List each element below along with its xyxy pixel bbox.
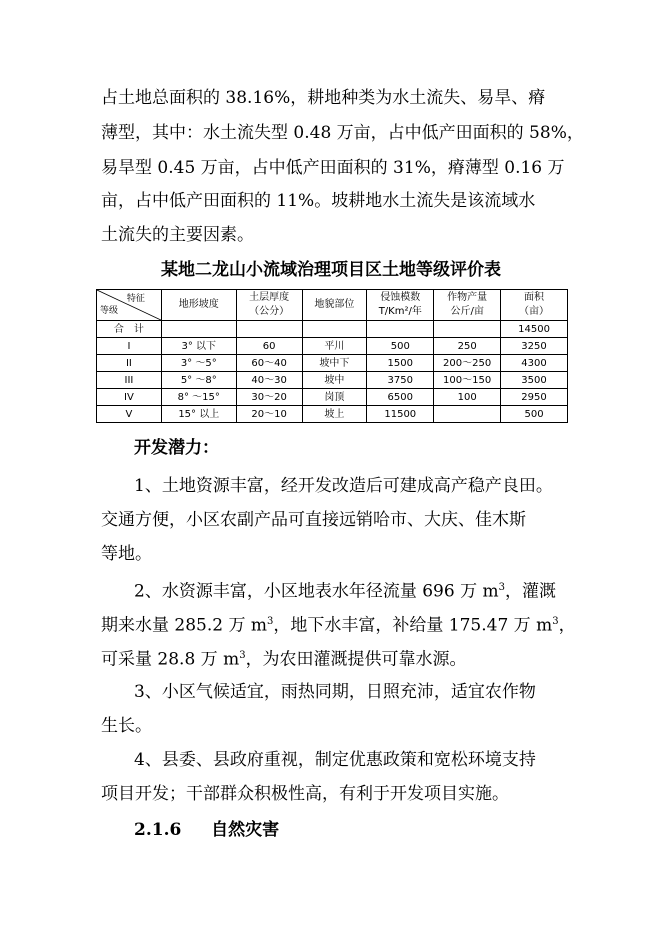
potential-item-3-line-2: 生长。 — [101, 716, 152, 736]
header-position: 地貌部位 — [302, 290, 367, 321]
slope-cell: 8° ～15° — [161, 389, 236, 406]
corner-label-grade: 等级 — [100, 306, 119, 316]
position-cell: 坡中 — [302, 372, 367, 389]
section-title: 自然灾害 — [211, 820, 280, 840]
area-cell: 3500 — [501, 372, 568, 389]
grade-cell: V — [97, 406, 162, 423]
potential-item-1-line-3: 等地。 — [101, 544, 152, 564]
slope-cell: 3° 以下 — [161, 338, 236, 355]
grade-cell: II — [97, 355, 162, 372]
potential-item-3-line-1: 3、小区气候适宜，雨热同期，日照充沛，适宜农作物 — [134, 682, 536, 702]
erosion-cell: 11500 — [367, 406, 434, 423]
section-number: 2.1.6 — [134, 820, 182, 840]
intro-line-4: 亩，占中低产田面积的 11%。坡耕地水土流失是该流域水 — [101, 191, 536, 211]
table-title: 某地二龙山小流域治理项目区土地等级评价表 — [161, 260, 501, 280]
soil-cell: 60 — [236, 338, 302, 355]
potential-item-1-line-2: 交通方便，小区农副产品可直接远销哈市、大庆、佳木斯 — [101, 510, 526, 530]
area-cell: 2950 — [501, 389, 568, 406]
soil-cell: 40～30 — [236, 372, 302, 389]
grade-cell: III — [97, 372, 162, 389]
intro-line-1: 占土地总面积的 38.16%，耕地种类为水土流失、易旱、瘠 — [101, 88, 546, 108]
yield-cell: 100～150 — [434, 372, 501, 389]
potential-item-2-line-2: 期来水量 285.2 万 $m^3$，地下水丰富，补给量 175.47 万 $m^3$， — [101, 615, 576, 636]
yield-cell: 250 — [434, 338, 501, 355]
corner-label-feature: 特征 — [126, 294, 145, 304]
table-row — [97, 355, 568, 372]
grade-cell: I — [97, 338, 162, 355]
potential-item-2-line-1: 2、水资源丰富，小区地表水年径流量 696 万 $m^3$，灌溉 — [134, 581, 556, 602]
header-area: 面积 （亩） — [501, 290, 568, 321]
intro-line-5: 土流失的主要因素。 — [101, 225, 254, 245]
yield-cell: 100 — [434, 389, 501, 406]
table-row — [97, 372, 568, 389]
potential-item-1-line-1: 1、土地资源丰富，经开发改造后可建成高产稳产良田。 — [134, 476, 553, 496]
land-grade-table — [96, 289, 568, 423]
table-row — [97, 389, 568, 406]
position-cell: 坡中下 — [302, 355, 367, 372]
soil-cell: 20～10 — [236, 406, 302, 423]
table-total-row — [97, 321, 568, 338]
table-header-row — [97, 290, 568, 321]
soil-cell: 60～40 — [236, 355, 302, 372]
slope-cell: 15° 以上 — [161, 406, 236, 423]
grade-cell: IV — [97, 389, 162, 406]
header-erosion: 侵蚀模数 T/Km²/年 — [367, 290, 434, 321]
yield-cell — [434, 406, 501, 423]
table-row — [97, 406, 568, 423]
position-cell: 坡上 — [302, 406, 367, 423]
table-row — [97, 338, 568, 355]
section-heading — [134, 818, 279, 842]
potential-item-4-line-2: 项目开发；干部群众积极性高，有利于开发项目实施。 — [101, 784, 509, 804]
area-cell: 500 — [501, 406, 568, 423]
area-cell: 3250 — [501, 338, 568, 355]
potential-item-4-line-1: 4、县委、县政府重视，制定优惠政策和宽松环境支持 — [134, 750, 536, 770]
header-soil: 土层厚度 （公分） — [236, 290, 302, 321]
soil-cell: 30～20 — [236, 389, 302, 406]
corner-header-cell — [97, 290, 162, 321]
yield-cell: 200～250 — [434, 355, 501, 372]
erosion-cell: 500 — [367, 338, 434, 355]
total-label: 合 计 — [97, 321, 162, 338]
header-yield: 作物产量 公斤/亩 — [434, 290, 501, 321]
erosion-cell: 3750 — [367, 372, 434, 389]
position-cell: 岗顶 — [302, 389, 367, 406]
total-area: 14500 — [501, 321, 568, 338]
potential-heading: 开发潜力： — [134, 438, 219, 458]
slope-cell: 3° ～5° — [161, 355, 236, 372]
intro-line-2: 薄型，其中：水土流失型 0.48 万亩，占中低产田面积的 58%， — [101, 123, 584, 143]
potential-item-2-line-3: 可采量 28.8 万 $m^3$，为农田灌溉提供可靠水源。 — [101, 649, 467, 670]
position-cell: 平川 — [302, 338, 367, 355]
intro-line-3: 易旱型 0.45 万亩，占中低产田面积的 31%，瘠薄型 0.16 万 — [101, 158, 565, 178]
area-cell: 4300 — [501, 355, 568, 372]
header-slope: 地形坡度 — [161, 290, 236, 321]
erosion-cell: 6500 — [367, 389, 434, 406]
slope-cell: 5° ～8° — [161, 372, 236, 389]
erosion-cell: 1500 — [367, 355, 434, 372]
